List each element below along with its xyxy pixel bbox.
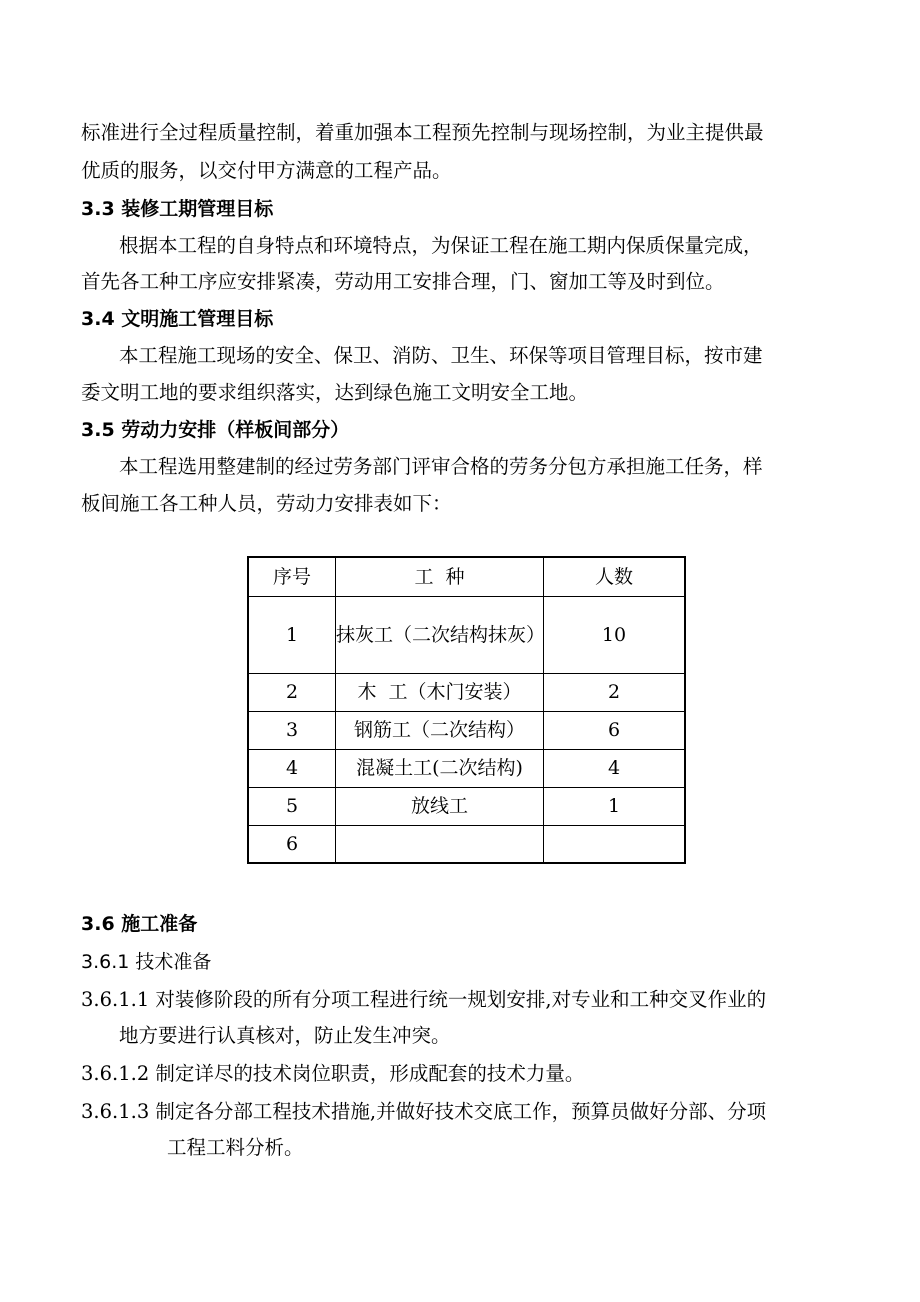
table-row (248, 711, 685, 749)
row-trade: 木 工（木门安装） (336, 673, 544, 711)
row-no: 2 (248, 673, 336, 711)
section-3-3-line-2: 首先各工种工序应安排紧凑，劳动用工安排合理，门、窗加工等及时到位。 (81, 270, 725, 293)
row-trade (336, 825, 544, 863)
section-3-5-line-2: 板间施工各工种人员，劳动力安排表如下： (81, 492, 452, 515)
section-3-6-1-heading: 3.6.1 技术准备 (81, 951, 212, 973)
row-no: 6 (248, 825, 336, 863)
row-trade: 钢筋工（二次结构） (336, 711, 544, 749)
table-row (248, 596, 685, 673)
table-row (248, 673, 685, 711)
row-no: 5 (248, 787, 336, 825)
header-no: 序号 (248, 557, 336, 596)
section-3-5-line-1: 本工程选用整建制的经过劳务部门评审合格的劳务分包方承担施工任务，样 (119, 455, 763, 478)
intro-line-2: 优质的服务，以交付甲方满意的工程产品。 (81, 159, 452, 182)
row-count: 2 (544, 673, 686, 711)
row-no: 3 (248, 711, 336, 749)
labor-table (247, 556, 686, 864)
table-row (248, 749, 685, 787)
row-count: 6 (544, 711, 686, 749)
item-3-6-1-2: 3.6.1.2 制定详尽的技术岗位职责，形成配套的技术力量。 (81, 1062, 585, 1085)
item-3-6-1-1-line-1: 3.6.1.1 对装修阶段的所有分项工程进行统一规划安排,对专业和工种交叉作业的 (81, 988, 767, 1011)
row-trade: 放线工 (336, 787, 544, 825)
section-3-4-heading: 3.4 文明施工管理目标 (81, 308, 274, 330)
intro-line-1: 标准进行全过程质量控制，着重加强本工程预先控制与现场控制，为业主提供最 (81, 121, 764, 144)
item-3-6-1-1-line-2: 地方要进行认真核对，防止发生冲突。 (119, 1024, 451, 1047)
section-3-3-line-1: 根据本工程的自身特点和环境特点，为保证工程在施工期内保质保量完成， (119, 234, 763, 257)
row-count (544, 825, 686, 863)
table-row (248, 787, 685, 825)
item-3-6-1-3-line-1: 3.6.1.3 制定各分部工程技术措施,并做好技术交底工作，预算员做好分部、分项 (81, 1100, 767, 1123)
row-count: 10 (544, 596, 686, 673)
row-no: 1 (248, 596, 336, 673)
row-count: 4 (544, 749, 686, 787)
section-3-3-heading: 3.3 装修工期管理目标 (81, 198, 274, 220)
row-trade: 混凝土工(二次结构) (336, 749, 544, 787)
header-count: 人数 (544, 557, 686, 596)
row-no: 4 (248, 749, 336, 787)
row-count: 1 (544, 787, 686, 825)
section-3-5-heading: 3.5 劳动力安排（样板间部分） (81, 419, 350, 441)
section-3-4-line-1: 本工程施工现场的安全、保卫、消防、卫生、环保等项目管理目标，按市建 (119, 344, 763, 367)
table-row (248, 825, 685, 863)
section-3-6-heading: 3.6 施工准备 (81, 913, 198, 935)
section-3-4-line-2: 委文明工地的要求组织落实，达到绿色施工文明安全工地。 (81, 381, 589, 404)
header-trade: 工 种 (336, 557, 544, 596)
row-trade: 抹灰工（二次结构抹灰） (336, 596, 544, 673)
item-3-6-1-3-line-2: 工程工料分析。 (167, 1136, 304, 1159)
table-header-row (248, 557, 685, 596)
